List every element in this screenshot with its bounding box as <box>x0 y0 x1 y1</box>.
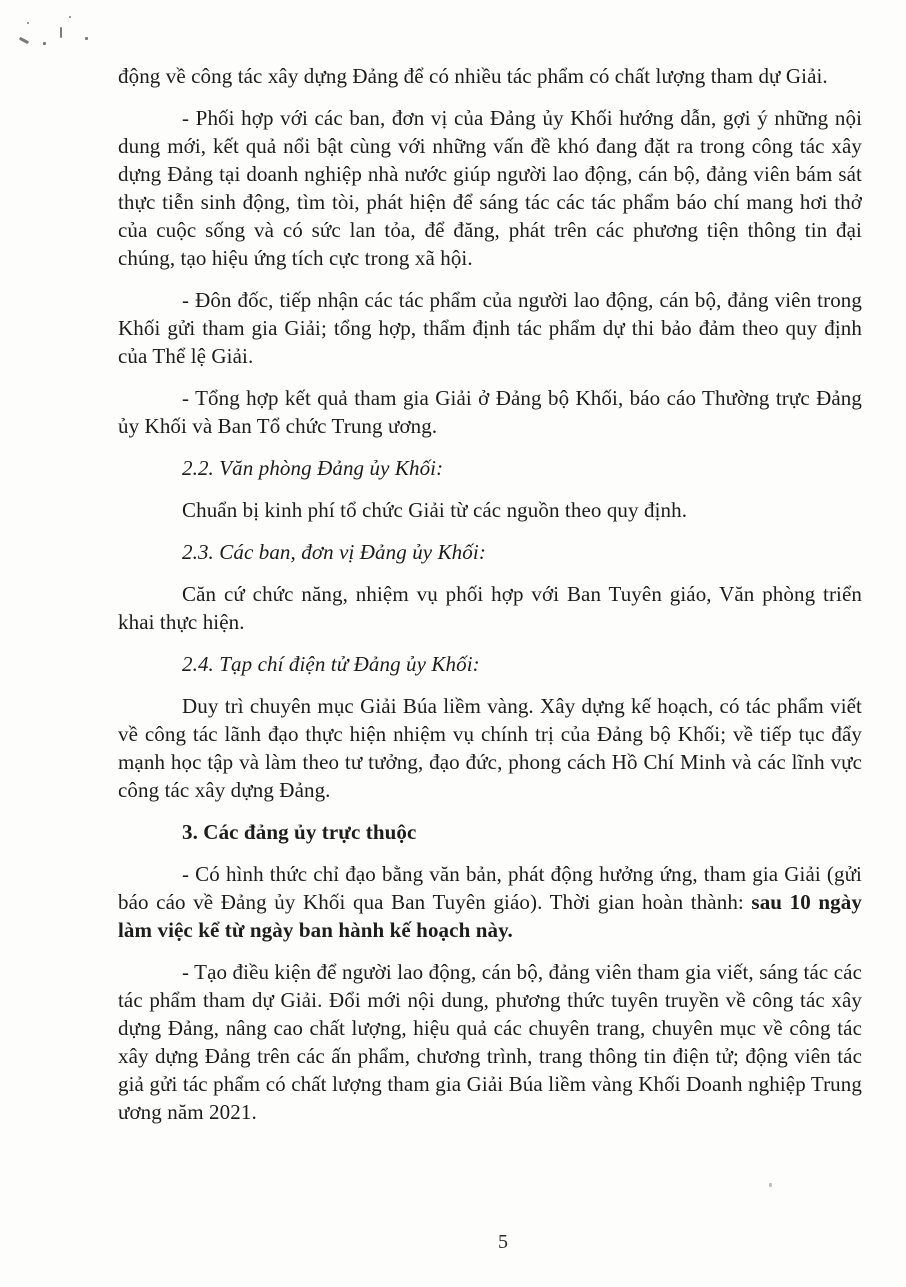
scan-noise-speck <box>69 16 71 18</box>
paragraph-duy-tri: Duy trì chuyên mục Giải Búa liềm vàng. Xây dựng kế hoạch, có tác phẩm viết về công tác lãnh đạo thực hiện nhiệm vụ chính trị của Đảng bộ Khối; về tiếp tục đẩy mạnh học tập và làm theo tư tưởng, đạo đức, phong cách Hồ Chí Minh và các lĩnh vực công tác xây dựng Đảng. <box>118 694 862 802</box>
paragraph-can-cu: Căn cứ chức năng, nhiệm vụ phối hợp với Ban Tuyên giáo, Văn phòng triển khai thực hiện. <box>118 582 862 634</box>
paragraph-tao-dieu-kien: - Tạo điều kiện để người lao động, cán bộ, đảng viên tham gia viết, sáng tác các tác phẩm tham dự Giải. Đổi mới nội dung, phương thức tuyên truyền về công tác xây dựng Đảng, nâng cao chất lượng, hiệu quả các chuyên trang, chuyên mục về công tác xây dựng Đảng trên các ấn phẩm, chương trình, trang thông tin điện tử; động viên tác giả gửi tác phẩm có chất lượng tham gia Giải Búa liềm vàng Khối Doanh nghiệp Trung ương năm 2021. <box>118 960 862 1124</box>
deadline-bold-text: sau 10 ngày làm việc kể từ ngày ban hành kế hoạch này. <box>118 890 862 942</box>
paragraph-chi-dao-text: - Có hình thức chỉ đạo bằng văn bản, phát động hưởng ứng, tham gia Giải (gửi báo cáo về Đảng ủy Khối qua Ban Tuyên giáo). Thời gian hoàn thành: <box>118 862 862 914</box>
section-heading-3: 3. Các đảng ủy trực thuộc <box>182 820 417 844</box>
paragraph-chi-dao <box>118 860 862 944</box>
section-heading-2-4: 2.4. Tạp chí điện tử Đảng ủy Khối: <box>182 652 480 676</box>
scan-noise-speck <box>769 1183 772 1187</box>
document-body <box>118 62 862 1140</box>
paragraph-phoi-hop: - Phối hợp với các ban, đơn vị của Đảng ủy Khối hướng dẫn, gợi ý những nội dung mới, kết quả nổi bật cùng với những vấn đề khó đang đặt ra trong công tác xây dựng Đảng tại doanh nghiệp nhà nước giúp người lao động, cán bộ, đảng viên bám sát thực tiễn sinh động, tìm tòi, phát hiện để sáng tác các tác phẩm báo chí mang hơi thở của cuộc sống và có sức lan tỏa, để đăng, phát trên các phương tiện thông tin đại chúng, tạo hiệu ứng tích cực trong xã hội. <box>118 106 862 270</box>
scan-noise-speck <box>19 37 29 44</box>
scan-noise-speck <box>43 42 46 45</box>
paragraph-kinh-phi: Chuẩn bị kinh phí tổ chức Giải từ các nguồn theo quy định. <box>182 498 688 522</box>
paragraph-tong-hop: - Tổng hợp kết quả tham gia Giải ở Đảng bộ Khối, báo cáo Thường trực Đảng ủy Khối và Ban Tổ chức Trung ương. <box>118 386 862 438</box>
paragraph-don-doc: - Đôn đốc, tiếp nhận các tác phẩm của người lao động, cán bộ, đảng viên trong Khối gửi tham gia Giải; tổng hợp, thẩm định tác phẩm dự thi bảo đảm theo quy định của Thể lệ Giải. <box>118 288 862 368</box>
section-heading-2-3: 2.3. Các ban, đơn vị Đảng ủy Khối: <box>182 540 486 564</box>
page-number: 5 <box>498 1231 508 1253</box>
paragraph-continuation: động về công tác xây dựng Đảng để có nhiều tác phẩm có chất lượng tham dự Giải. <box>118 64 828 88</box>
scan-noise-speck <box>27 22 29 24</box>
scan-noise-speck <box>85 37 88 40</box>
scan-noise-speck <box>60 27 62 38</box>
section-heading-2-2: 2.2. Văn phòng Đảng ủy Khối: <box>182 456 444 480</box>
